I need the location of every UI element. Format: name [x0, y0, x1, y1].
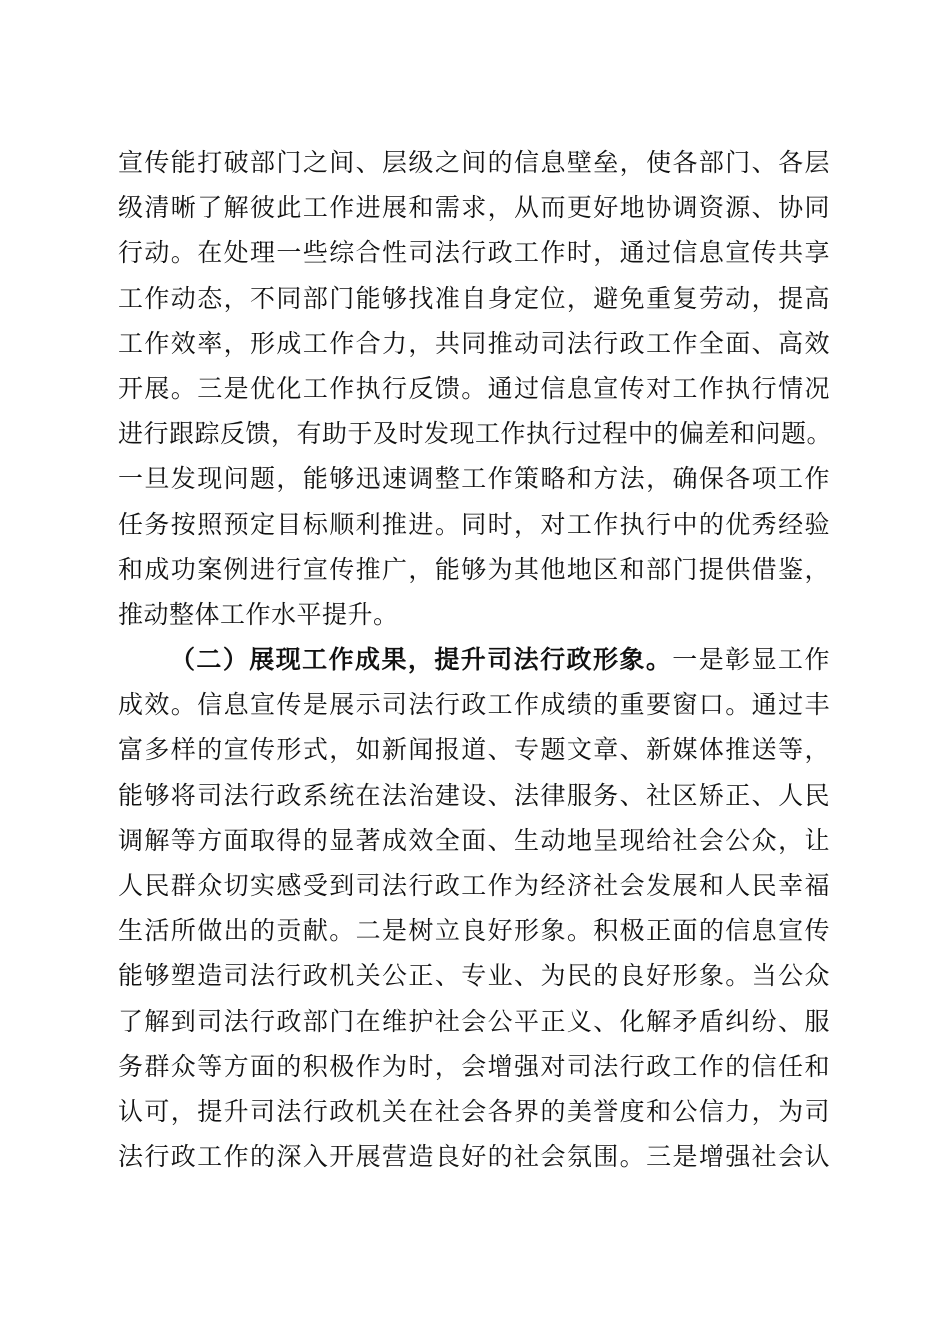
text-line: 一旦发现问题，能够迅速调整工作策略和方法，确保各项工作 [118, 464, 830, 494]
text-line: 推动整体工作水平提升。 [118, 599, 399, 629]
text-line: 工作动态，不同部门能够找准自身定位，避免重复劳动，提高 [118, 283, 830, 313]
text-line: 和成功案例进行宣传推广，能够为其他地区和部门提供借鉴， [118, 554, 830, 584]
text-line: 宣传能打破部门之间、层级之间的信息壁垒，使各部门、各层 [118, 148, 830, 177]
text-line: 开展。三是优化工作执行反馈。通过信息宣传对工作执行情况 [118, 373, 830, 403]
text-line: 工作效率，形成工作合力，共同推动司法行政工作全面、高效 [118, 328, 830, 358]
paragraph-first-line [118, 637, 830, 682]
text-line: 进行跟踪反馈，有助于及时发现工作执行过程中的偏差和问题。 [118, 419, 833, 449]
paragraph-1 [118, 140, 833, 637]
text-line: 成效。信息宣传是展示司法行政工作成绩的重要窗口。通过丰 [118, 690, 830, 720]
text-line: 生活所做出的贡献。二是树立良好形象。积极正面的信息宣传 [118, 916, 830, 946]
text-line: 人民群众切实感受到司法行政工作为经济社会发展和人民幸福 [118, 871, 830, 900]
text-line: 了解到司法行政部门在维护社会公平正义、化解矛盾纠纷、服 [118, 1006, 830, 1036]
text-line: 级清晰了解彼此工作进展和需求，从而更好地协调资源、协同 [118, 193, 830, 223]
text-line: 认可，提升司法行政机关在社会各界的美誉度和公信力，为司 [118, 1096, 830, 1126]
text-line: 务群众等方面的积极作为时，会增强对司法行政工作的信任和 [118, 1051, 830, 1081]
paragraph-2 [118, 637, 830, 1179]
text-line: 行动。在处理一些综合性司法行政工作时，通过信息宣传共享 [118, 238, 830, 268]
section-heading: （二）展现工作成果，提升司法行政形象。 [170, 645, 673, 675]
text-line: 任务按照预定目标顺利推进。同时，对工作执行中的优秀经验 [118, 509, 830, 539]
text-line: 能够塑造司法行政机关公正、专业、为民的良好形象。当公众 [118, 961, 830, 991]
text-line: 法行政工作的深入开展营造良好的社会氛围。三是增强社会认 [118, 1142, 830, 1172]
text-line: 能够将司法行政系统在法治建设、法律服务、社区矫正、人民 [118, 780, 830, 810]
document-page [118, 140, 833, 1179]
text-line: 调解等方面取得的显著成效全面、生动地呈现给社会公众，让 [118, 825, 830, 855]
text-run: 一是彰显工作 [672, 645, 830, 675]
text-line: 富多样的宣传形式，如新闻报道、专题文章、新媒体推送等， [118, 735, 830, 765]
